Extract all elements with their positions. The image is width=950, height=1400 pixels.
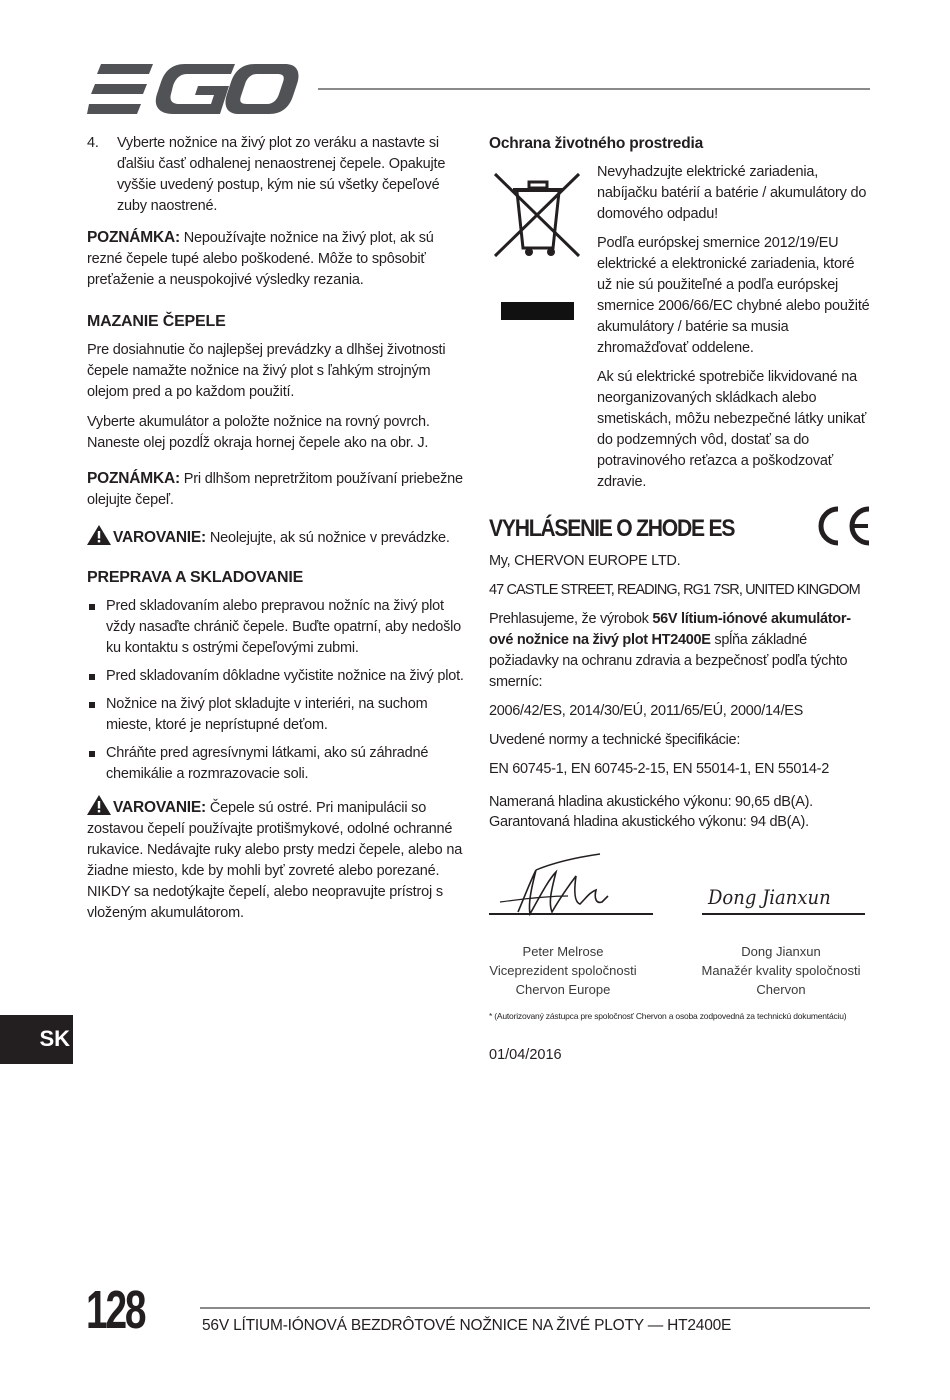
step-number: 4. [87, 135, 99, 151]
bullet-square-icon [89, 604, 95, 610]
signatory-2-org: Chervon [756, 982, 806, 997]
bullet-square-icon [89, 674, 95, 680]
note-oil-blade [87, 468, 465, 511]
environment-paragraph-1: Nevyhadzujte elektrické zariadenia, nabíjačku batérií a batérie / akumulátory do domového odpadu! [597, 164, 867, 222]
note-label: POZNÁMKA: [87, 470, 180, 487]
declaration-company: My, CHERVON EUROPE LTD. [489, 553, 681, 569]
header-rule [318, 88, 870, 90]
declaration-date: 01/04/2016 [489, 1047, 562, 1063]
section-heading-lubrication: MAZANIE ČEPELE [87, 313, 226, 330]
step-4 [87, 133, 465, 217]
declaration-statement: Prehlasujeme, že výrobok 56V lítium-iónové akumulátor-ové nožnice na živý plot HT2400E spĺňa základné požiadavky na ochranu zdravia a bezpečnosť podľa týchto smerníc: [489, 611, 851, 690]
declaration-title: VYHLÁSENIE O ZHODE ES [489, 515, 735, 542]
environment-title: Ochrana životného prostredia [489, 135, 704, 152]
standards: EN 60745-1, EN 60745-2-15, EN 55014-1, EN 55014-2 [489, 761, 829, 777]
warning-label: VAROVANIE: [113, 799, 207, 816]
note-label: POZNÁMKA: [87, 229, 180, 246]
warning-triangle-icon [87, 525, 111, 545]
warning-text: Čepele sú ostré. Pri manipulácii so zostavou čepelí používajte protišmykové, odolné ochranné rukavice. Nedávajte ruky alebo prsty medzi čepele, alebo na žiadne miesto, kde by mohli byť zovreté alebo porezané. NIKDY sa nedotýkajte čepelí, alebo neopravujte prístroj s vloženým akumulátorom. [87, 800, 463, 921]
signature-line-1 [489, 913, 653, 915]
warning-no-oil-running [87, 525, 465, 549]
environment-section [489, 133, 871, 501]
standards-label: Uvedené normy a technické špecifikácie: [489, 732, 741, 748]
lubrication-paragraph-1: Pre dosiahnutie čo najlepšej prevádzky a dlhšej životnosti čepele namažte nožnice na živý plot s ľahkým strojným olejom pred a po každom použití. [87, 342, 446, 400]
bullet-square-icon [89, 751, 95, 757]
environment-body [489, 162, 871, 493]
ce-mark-icon [812, 505, 872, 547]
signature-line-2 [702, 913, 865, 915]
signatory-1-role: Viceprezident spoločnosti [489, 963, 637, 978]
environment-paragraph-3: Ak sú elektrické spotrebiče likvidované na neorganizovaných skládkach alebo smetiskách, môžu nebezpečné látky unikať do podzemných vôd, dostať sa do potravinového reťazca a poškodzovať zdravie. [597, 369, 867, 490]
list-item: Nožnice na živý plot skladujte v interiéri, na suchom mieste, ktoré je neprístupné deťom. [87, 694, 465, 736]
product-name: 56V lítium-iónové akumulátor-ové nožnice na živý plot HT2400E [489, 611, 851, 648]
note-text: Nepoužívajte nožnice na živý plot, ak sú rezné čepele tupé alebo poškodené. Môže to spôsobiť preťaženie a neuspokojivé výsledky rezania. [87, 230, 434, 288]
bullet-square-icon [89, 702, 95, 708]
signatory-1 [489, 942, 637, 999]
declaration-body [489, 551, 874, 832]
storage-bullet-list [87, 596, 465, 785]
crossed-bin-icon [491, 170, 583, 260]
footnote: * (Autorizovaný zástupca pre spoločnosť Chervon a osoba zodpovedná za technickú dokumentáciu) [489, 1011, 847, 1021]
signature-peter-melrose [490, 850, 655, 920]
warning-sharp-blades [87, 795, 465, 924]
note-text: Pri dlhšom nepretržitom používaní priebežne olejujte čepeľ. [87, 471, 463, 508]
left-column [87, 133, 465, 936]
noise-measured: Nameraná hladina akustického výkonu: 90,65 dB(A). [489, 794, 813, 810]
footer-rule [200, 1307, 870, 1309]
signatory-2-name: Dong Jianxun [741, 944, 821, 959]
warning-triangle-icon [87, 795, 111, 815]
signatory-2 [700, 942, 862, 999]
environment-paragraph-2: Podľa európskej smernice 2012/19/EU elektrické a elektronické zariadenia, ktoré už nie sú použiteľné a podľa európskej smernice 2006/66/EC chybné alebo použité akumulátory / batérie sa musia zhromažďovať oddelene. [597, 235, 870, 356]
weee-bar [501, 302, 574, 320]
list-item: Pred skladovaním dôkladne vyčistite nožnice na živý plot. [87, 666, 465, 687]
signatory-1-org: Chervon Europe [515, 982, 611, 997]
noise-guaranteed: Garantovaná hladina akustického výkonu: 94 dB(A). [489, 814, 809, 830]
ego-logo [87, 64, 299, 114]
declaration-address: 47 CASTLE STREET, READING, RG1 7SR, UNITED KINGDOM [489, 582, 860, 598]
signatory-1-name: Peter Melrose [522, 944, 604, 959]
warning-text: Neolejujte, ak sú nožnice v prevádzke. [206, 530, 450, 546]
list-item: Chráňte pred agresívnymi látkami, ako sú záhradné chemikálie a rozmrazovacie soli. [87, 743, 465, 785]
page-number: 128 [86, 1280, 145, 1340]
directives: 2006/42/ES, 2014/30/EÚ, 2011/65/EÚ, 2000/14/ES [489, 703, 804, 719]
section-heading-transport: PREPRAVA A SKLADOVANIE [87, 569, 304, 586]
step-text: Vyberte nožnice na živý plot zo veráku a nastavte si ďalšiu časť odhalenej nenaostrenej čepele. Opakujte vyššie uvedený postup, kým nie sú všetky čepeľové zuby naostrené. [117, 135, 446, 214]
warning-label: VAROVANIE: [113, 529, 207, 546]
signatory-2-role: Manažér kvality spoločnosti [701, 963, 861, 978]
svg-text:Dong Jianxun: Dong Jianxun [708, 885, 831, 909]
footer-title: 56V LÍTIUM-IÓNOVÁ BEZDRÔTOVÉ NOŽNICE NA ŽIVÉ PLOTY — HT2400E [202, 1317, 732, 1334]
note-dull-blades [87, 227, 465, 291]
noise-levels [489, 792, 874, 832]
environment-text [597, 162, 871, 493]
list-item: Pred skladovaním alebo prepravou nožníc na živý plot vždy nasaďte chránič čepele. Buďte opatrní, aby nedošlo ku kontaktu s ostrými čepeľovými zubmi. [87, 596, 465, 659]
lubrication-paragraph-2: Vyberte akumulátor a položte nožnice na rovný povrch. Naneste olej pozdĺž okraja hornej čepele ako na obr. J. [87, 414, 430, 451]
language-tab-label: SK [39, 1026, 70, 1051]
